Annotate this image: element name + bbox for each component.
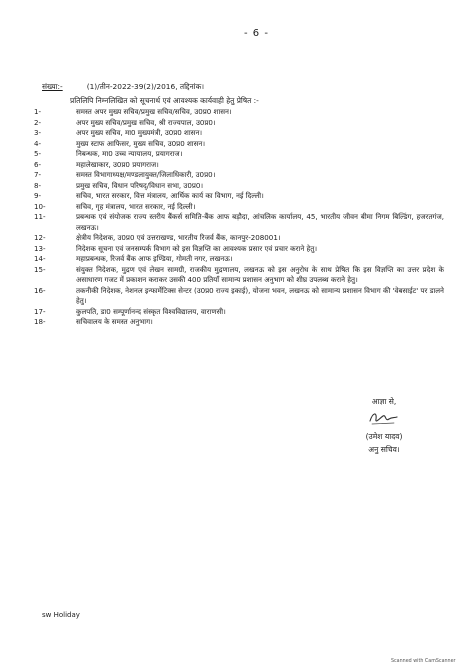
- page-number: - 6 -: [244, 28, 269, 39]
- list-item: [34, 265, 444, 286]
- list-item-text: निबन्धक, मा0 उच्च न्यायालय, प्रयागराज।: [76, 149, 183, 158]
- list-item-text: प्रमुख सचिव, विधान परिषद्/विधान सभा, उ0प्र0।: [76, 180, 204, 190]
- list-item-number: 12-: [34, 233, 46, 242]
- list-item-number: 17-: [34, 306, 46, 316]
- list-item-text: सचिव, भारत सरकार, वित्त मंत्रालय, आर्थिक कार्य का विभाग, नई दिल्ली।: [76, 191, 264, 200]
- list-item: [34, 107, 444, 118]
- list-item: [34, 212, 444, 233]
- list-item-text: प्रबन्धक एवं संयोजक राज्य स्तरीय बैंकर्स समिति-बैंक आफ बड़ौदा, आंचलिक कार्यालय, 45, भारतीय जीवन बीमा निगम बिल्डिंग, हजरतगंज, लखनऊ।: [76, 212, 444, 232]
- list-item-text: सचिवालय के समस्त अनुभाग।: [76, 317, 153, 326]
- list-item-number: 8-: [34, 180, 42, 190]
- list-item-number: 1-: [34, 107, 42, 116]
- list-item-number: 6-: [34, 159, 42, 169]
- list-item-text: सचिव, गृह मंत्रालय, भारत सरकार, नई दिल्ली।: [76, 201, 196, 211]
- list-item-text: क्षेत्रीय निदेशक, उ0प्र0 एवं उत्तराखण्ड, भारतीय रिजर्व बैंक, कानपुर-208001।: [76, 233, 281, 242]
- list-item-text: संयुक्त निदेशक, मुद्रण एवं लेखन सामग्री, राजकीय मुद्रणालय, लखनऊ को इस अनुरोध के साथ प्रेषित कि इस विज्ञप्ति का उत्तर प्रदेश के असाधारण गजट में प्रकाशन कराकर उसकी 400 प्रतियाँ सामान्य प्रशासन अनुभाग को शीघ्र उपलब्ध कराने हेतु।: [76, 264, 444, 284]
- list-item-number: 13-: [34, 243, 46, 253]
- list-item-text: अपर मुख्य सचिव, मा0 मुख्यमंत्री, उ0प्र0 शासन।: [76, 128, 203, 137]
- list-item-number: 5-: [34, 149, 42, 158]
- list-item-number: 11-: [34, 212, 46, 221]
- list-item: [34, 128, 444, 139]
- list-item: [34, 160, 444, 171]
- list-item-text: निदेशक सूचना एवं जनसम्पर्क विभाग को इस विज्ञप्ति का आवश्यक प्रसार एवं प्रचार कराने हेतु।: [76, 243, 318, 253]
- reference-number: (1)/तीन-2022-39(2)/2016, तद्दिनांक।: [86, 82, 205, 91]
- list-item: [34, 191, 444, 202]
- list-item-text: अपर मुख्य सचिव/प्रमुख सचिव, श्री राज्यपाल, उ0प्र0।: [76, 117, 216, 127]
- list-item-text: मुख्य स्टाफ आफिसर, मुख्य सचिव, उ0प्र0 शासन।: [76, 138, 206, 148]
- footer-note: sw Holiday: [42, 611, 80, 619]
- signatory-designation: अनु सचिव।: [368, 445, 400, 454]
- signatory-name: (उमेश यादव): [365, 432, 403, 441]
- list-item-number: 18-: [34, 317, 46, 326]
- list-item: [34, 170, 444, 181]
- list-item: [34, 118, 444, 129]
- list-item-number: 15-: [34, 264, 46, 274]
- list-item-text: महालेखाकार, उ0प्र0 प्रयागराज।: [76, 159, 159, 169]
- list-item: [34, 149, 444, 160]
- list-item-text: कुलपति, डा0 सम्पूर्णानन्द संस्कृत विश्वविद्यालय, वाराणसी।: [76, 306, 226, 316]
- handwritten-signature: [364, 409, 404, 427]
- list-item-number: 9-: [34, 191, 42, 200]
- list-item-number: 14-: [34, 254, 46, 263]
- list-item: [34, 307, 444, 318]
- list-item-text: महाप्रबन्धक, रिजर्व बैंक आफ इण्डिया, गोमती नगर, लखनऊ।: [76, 254, 233, 263]
- list-item: [34, 254, 444, 265]
- list-item: [34, 202, 444, 213]
- list-item: [34, 317, 444, 328]
- list-item-text: तकनीकी निदेशक, नेशनल इन्फार्मेटिक्स सेन्टर (उ0प्र0 राज्य इकाई), योजना भवन, लखनऊ को सामान्य प्रशासन विभाग की 'वेबसाईट' पर डालने हेतु।: [76, 285, 444, 305]
- list-item-number: 4-: [34, 138, 42, 148]
- list-item: [34, 233, 444, 244]
- order-line: आज्ञा से,: [371, 397, 397, 406]
- list-item-number: 7-: [34, 170, 42, 179]
- list-item-number: 16-: [34, 285, 46, 295]
- list-item: [34, 139, 444, 150]
- list-item: [34, 244, 444, 255]
- list-item: [34, 286, 444, 307]
- list-item-text: समस्त अपर मुख्य सचिव/प्रमुख सचिव/सचिव, उ0प्र0 शासन।: [76, 107, 232, 116]
- reference-label: संख्या:-: [42, 82, 63, 91]
- list-item-text: समस्त विभागाध्यक्ष/मण्डलायुक्त/जिलाधिकारी, उ0प्र0।: [76, 170, 216, 179]
- distribution-list: [34, 107, 444, 328]
- list-item-number: 10-: [34, 201, 46, 211]
- list-item: [34, 181, 444, 192]
- list-item-number: 2-: [34, 117, 42, 127]
- list-item-number: 3-: [34, 128, 42, 137]
- scanner-watermark: Scanned with CamScanner: [391, 659, 456, 664]
- distribution-intro: प्रतिलिपि निम्नलिखित को सूचनार्थ एवं आवश्यक कार्यवाही हेतु प्रेषित :-: [70, 96, 259, 105]
- reference-line: [42, 82, 204, 92]
- signature-block: [334, 395, 434, 456]
